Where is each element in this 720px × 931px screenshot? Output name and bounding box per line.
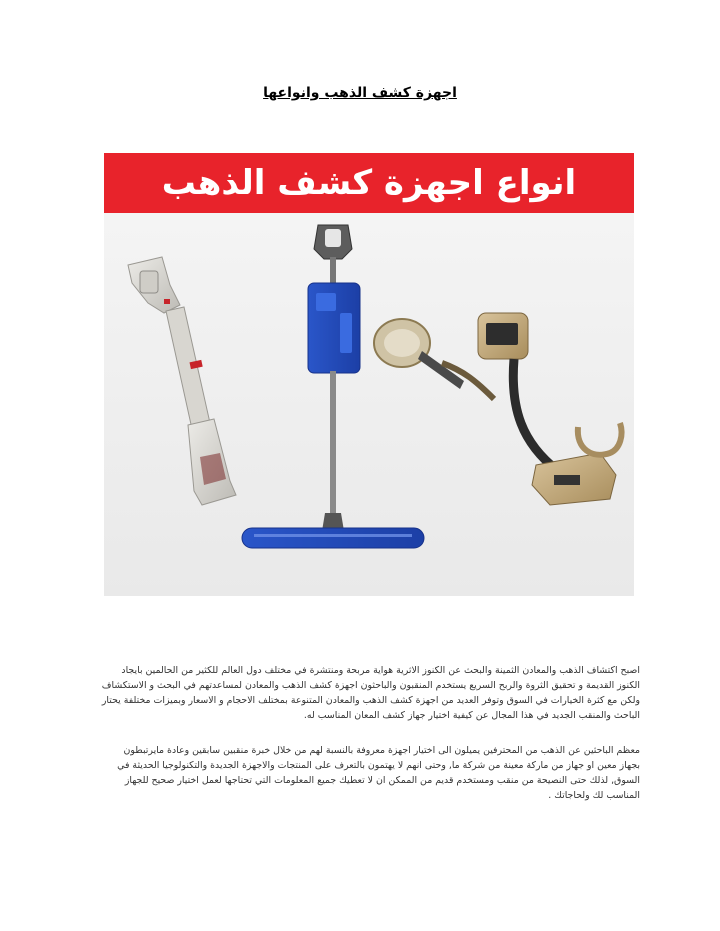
paragraph-2-line: معظم الباحثين عن الذهب من المحترفين يميلون الى اختيار اجهزة معروفة بالنسبة لهم من خلال خبرة منقبين سابقين وعادة مايرتبطون — [123, 745, 640, 756]
detectors-illustration — [104, 213, 634, 596]
paragraph-1-line: اصبح اكتشاف الذهب والمعادن الثمينة والبحث عن الكنوز الاثرية هواية مربحة ومنتشرة في مختلف دول العالم للكثير من الحالمين بايجاد — [121, 665, 640, 676]
paragraph-1-line: الباحث والمنقب الجديد في هذا المجال عن كيفية اختيار جهاز كشف المعان المناسب له. — [303, 710, 640, 721]
paragraph-2-line: بجهاز معين او جهاز من ماركة معينة من شركة ما, وحتى انهم لا يهتمون بالتعرف على المنتجات والاجهزة الجديدة والتكنولوجيا الحديثة في — [117, 760, 640, 771]
page-title — [0, 85, 720, 101]
image-banner — [104, 153, 634, 213]
page-title-text: اجهزة كشف الذهب وانواعها — [263, 85, 457, 101]
banner-text: انواع اجهزة كشف الذهب — [161, 163, 577, 203]
paragraph-2-line: السوق, لذلك حتى النصيحة من منقب ومستخدم قديم من الممكن ان لا تعطيك جميع المعلومات التي تحتاجها لعمل اختيار صحيح للجهاز — [124, 775, 640, 786]
paragraph-1 — [92, 663, 640, 723]
paragraph-1-line: ولكن مع كثرة الخيارات في السوق وتوفر العديد من اجهزة كشف الذهب والمعادن المتنوعة بمختلف الاحجام و الاسعار وبميزات مختلفة يحتار — [101, 695, 640, 706]
paragraph-1-line: الكنوز القديمة و تحقيق الثروة والربح السريع يستخدم المنقبون والباحثون اجهزة كشف الذهب والمعادن لمساعدتهم في البحث و الاستكشاف — [101, 680, 640, 691]
paragraph-2-line: المناسب لك ولحاجاتك . — [548, 790, 640, 801]
paragraph-2 — [92, 743, 640, 803]
gold-detectors-image — [104, 153, 634, 596]
